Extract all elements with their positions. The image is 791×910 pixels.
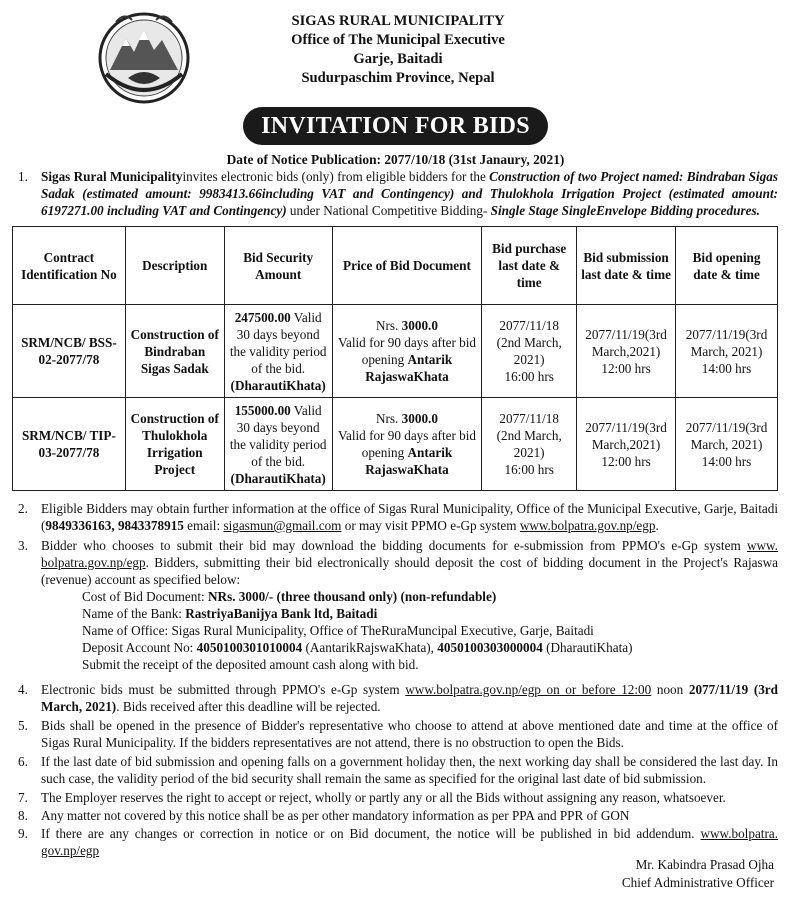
signatory-title: Chief Administrative Officer	[621, 875, 774, 890]
clause-3-deposit: . Bidders, submitting their bid electronically should deposit the cost of bidding document in the Project's Rajaswa (revenue) account as specified below:	[41, 555, 778, 587]
deposit-account-2: 4050100303000004	[437, 640, 543, 655]
purchase-date: 2077/11/18	[499, 318, 559, 333]
clause-6-text: If the last date of bid submission and opening falls on a government holiday then, the next working day shall be considered the last day. In such case, the validity period of the bid security shall remain the same as specified for the original last date of bid submission.	[41, 754, 778, 786]
deposit-account-1: 4050100301010004	[196, 640, 303, 655]
bid-document-price-cell	[332, 398, 482, 491]
clause-2-visit: or may visit PPMO e-Gp system	[341, 518, 520, 533]
opening-date: 2077/11/19(3rd March, 2021)	[685, 419, 768, 452]
price-amount: 3000.0	[401, 318, 438, 333]
clause-4-end: . Bids received after this deadline will be rejected.	[116, 699, 381, 714]
clause-number: 8.	[18, 808, 28, 823]
clause-5	[18, 717, 778, 751]
clause-4-noon: noon	[651, 682, 689, 697]
security-amount: 155000.00	[234, 402, 291, 418]
security-khata: (DharautiKhata)	[230, 377, 326, 393]
column-header: Bid purchase last date & time	[482, 227, 577, 305]
contact-email-link[interactable]: sigasmun@gmail.com	[223, 518, 342, 533]
price-khata: Antarik RajaswaKhata	[365, 352, 453, 384]
opening-time: 14:00 hrs	[701, 453, 752, 469]
bid-document-price-cell	[332, 305, 482, 398]
column-header: Price of Bid Document	[332, 227, 482, 305]
submission-time: 12:00 hrs	[601, 453, 651, 469]
opening-date: 2077/11/19(3rd March, 2021)	[685, 326, 768, 359]
column-header: Bid opening date & time	[676, 227, 778, 305]
clause-number: 3.	[18, 538, 28, 553]
deposit-account-2-note: (DharautiKhata)	[542, 640, 633, 655]
security-text: Valid 30 days beyond the validity period of the bid.	[229, 309, 327, 376]
price-text: Valid for 90 days after bid opening	[337, 335, 476, 367]
clause-number: 1.	[18, 169, 28, 184]
contact-phones: 9849336163, 9843378915	[45, 518, 184, 533]
price-amount: 3000.0	[401, 411, 438, 426]
opening-date-cell	[676, 398, 778, 491]
clause-1	[18, 168, 778, 219]
egp-link[interactable]: www.bolpatra.gov.np/egp on or before 12:00	[405, 682, 652, 697]
clause-1-text: invites electronic bids (only) from eligible bidders for the	[182, 169, 490, 184]
security-amount: 247500.00	[234, 309, 291, 325]
cost-value: NRs. 3000/- (three thousand only) (non-refundable)	[208, 589, 497, 604]
clause-1-projects: Construction of two Project named: Bindraban Sigas Sadak (estimated amount: 9983413.66including VAT and Contingency) and Thulokhola Irrigation Project (estimated amount: 6197271.00 including VAT and Contingency)	[41, 169, 778, 218]
clause-3	[18, 537, 778, 673]
clause-number: 4.	[18, 682, 28, 697]
cost-label: Cost of Bid Document:	[82, 589, 209, 604]
submission-date: 2077/11/19(3rd March,2021)	[585, 419, 667, 452]
opening-time: 14:00 hrs	[701, 360, 752, 376]
submission-deadline-cell	[577, 398, 676, 491]
deposit-account-1-note: (AantarikRajswaKhata),	[302, 640, 438, 655]
office-header	[200, 12, 596, 88]
clause-9	[18, 825, 778, 859]
security-text: Valid 30 days beyond the validity period of the bid.	[229, 402, 327, 469]
clause-1-procedure: Single Stage SingleEnvelope Bidding procedures.	[490, 203, 760, 218]
clause-number: 7.	[18, 790, 28, 805]
receipt-instruction: Submit the receipt of the deposited amount cash along with bid.	[82, 657, 419, 672]
submission-time: 12:00 hrs	[601, 360, 651, 376]
clause-8-text: Any matter not covered by this notice shall be as per other mandatory information as per PPA and PPR of GON	[41, 808, 630, 823]
description-cell: Construction of Thulokhola Irrigation Project	[125, 398, 224, 491]
submission-deadline-cell	[577, 305, 676, 398]
bid-security-cell	[224, 305, 332, 398]
clause-9-text: If there are any changes or correction in notice or on Bid document, the notice will be published in bid addendum.	[41, 826, 701, 841]
clause-number: 2.	[18, 501, 28, 516]
purchase-deadline-cell	[482, 398, 577, 491]
municipality-name: SIGAS RURAL MUNICIPALITY	[291, 13, 505, 29]
contract-id-cell: SRM/NCB/ TIP-03-2077/78	[13, 398, 126, 491]
clause-number: 6.	[18, 754, 28, 769]
price-text: Valid for 90 days after bid opening	[337, 428, 476, 460]
notice-title-banner: INVITATION FOR BIDS	[243, 107, 548, 145]
bid-security-cell	[224, 398, 332, 491]
bid-document-cost	[82, 588, 778, 605]
table-row	[13, 398, 778, 491]
clause-2	[18, 500, 778, 534]
deposit-accounts	[82, 639, 778, 656]
price-khata: Antarik RajaswaKhata	[365, 445, 453, 477]
clause-number: 9.	[18, 826, 28, 841]
signatory-name: Mr. Kabindra Prasad Ojha	[635, 857, 774, 872]
clause-4-text: Electronic bids must be submitted through PPMO's e-Gp system	[41, 682, 406, 697]
clause-1-issuer: Sigas Rural Municipality	[41, 169, 183, 184]
clause-7-text: The Employer reserves the right to accept or reject, wholly or partly any or all the Bids without assigning any reason, whatsoever.	[41, 790, 726, 805]
clause-5-text: Bids shall be opened in the presence of Bidder's representative who choose to attend at above mentioned date and time at the office of Sigas Rural Municipality. If the bidders representatives are not attend, there is no obstruction to open the Bids.	[41, 718, 778, 750]
purchase-date-ad: (2nd March, 2021)	[496, 428, 562, 460]
purchase-date-ad: (2nd March, 2021)	[496, 335, 562, 367]
table-row	[13, 305, 778, 398]
province-country: Sudurpaschim Province, Nepal	[301, 70, 495, 86]
clause-4	[18, 681, 778, 715]
contract-id-cell: SRM/NCB/ BSS-02-2077/78	[13, 305, 126, 398]
column-header: Bid Security Amount	[224, 227, 332, 305]
clause-2-text: Eligible Bidders may obtain further information at the office of Sigas Rural Municipality, Office of the Municipal Executive, Garje, Baitadi (	[41, 501, 778, 533]
clause-3-text: Bidder who chooses to submit their bid may download the bidding documents for e-submission from PPMO's e-Gp system	[41, 538, 747, 553]
bids-table	[12, 226, 778, 491]
office-location: Garje, Baitadi	[353, 51, 443, 67]
purchase-deadline-cell	[482, 305, 577, 398]
egp-link[interactable]: www.bolpatra. gov.np/egp	[41, 826, 778, 858]
submission-date: 2077/11/19(3rd March,2021)	[585, 326, 667, 359]
notice-publication-date: Date of Notice Publication: 2077/10/18 (31st Janaury, 2021)	[226, 152, 565, 167]
bank-label: Name of the Bank:	[82, 606, 186, 621]
clause-6	[18, 753, 778, 787]
clause-2-end: .	[655, 518, 659, 533]
signature-block	[622, 856, 774, 892]
clause-8	[18, 807, 778, 824]
clause-1-bidding: under National Competitive Bidding-	[286, 203, 491, 218]
column-header: Contract Identification No	[13, 227, 126, 305]
office-name: Office of The Municipal Executive	[291, 32, 505, 48]
price-prefix: Nrs.	[376, 411, 402, 426]
clause-7	[18, 789, 778, 806]
column-header: Bid submission last date & time	[577, 227, 676, 305]
submission-deadline: 2077/11/19 (3rd March, 2021)	[41, 682, 778, 714]
description-cell: Construction of Bindraban Sigas Sadak	[125, 305, 224, 398]
egp-link[interactable]: www.bolpatra.gov.np/egp	[519, 518, 656, 533]
table-header-row	[13, 227, 778, 305]
clause-number: 5.	[18, 718, 28, 733]
opening-date-cell	[676, 305, 778, 398]
nepal-emblem-logo	[88, 8, 200, 110]
bank-name	[82, 605, 778, 622]
purchase-time: 16:00 hrs	[504, 462, 554, 477]
office-name-line: Name of Office: Sigas Rural Municipality, Office of TheRuraMuncipal Executive, Garje, Baitadi	[82, 623, 594, 638]
egp-link[interactable]: www. bolpatra.gov.np/egp	[41, 538, 778, 570]
column-header: Description	[125, 227, 224, 305]
bank-value: RastriyaBanijya Bank ltd, Baitadi	[185, 606, 378, 621]
purchase-time: 16:00 hrs	[504, 369, 554, 384]
price-prefix: Nrs.	[376, 318, 402, 333]
deposit-label: Deposit Account No:	[82, 640, 197, 655]
purchase-date: 2077/11/18	[499, 411, 559, 426]
security-khata: (DharautiKhata)	[230, 470, 326, 486]
clause-2-email-label: email:	[183, 518, 224, 533]
